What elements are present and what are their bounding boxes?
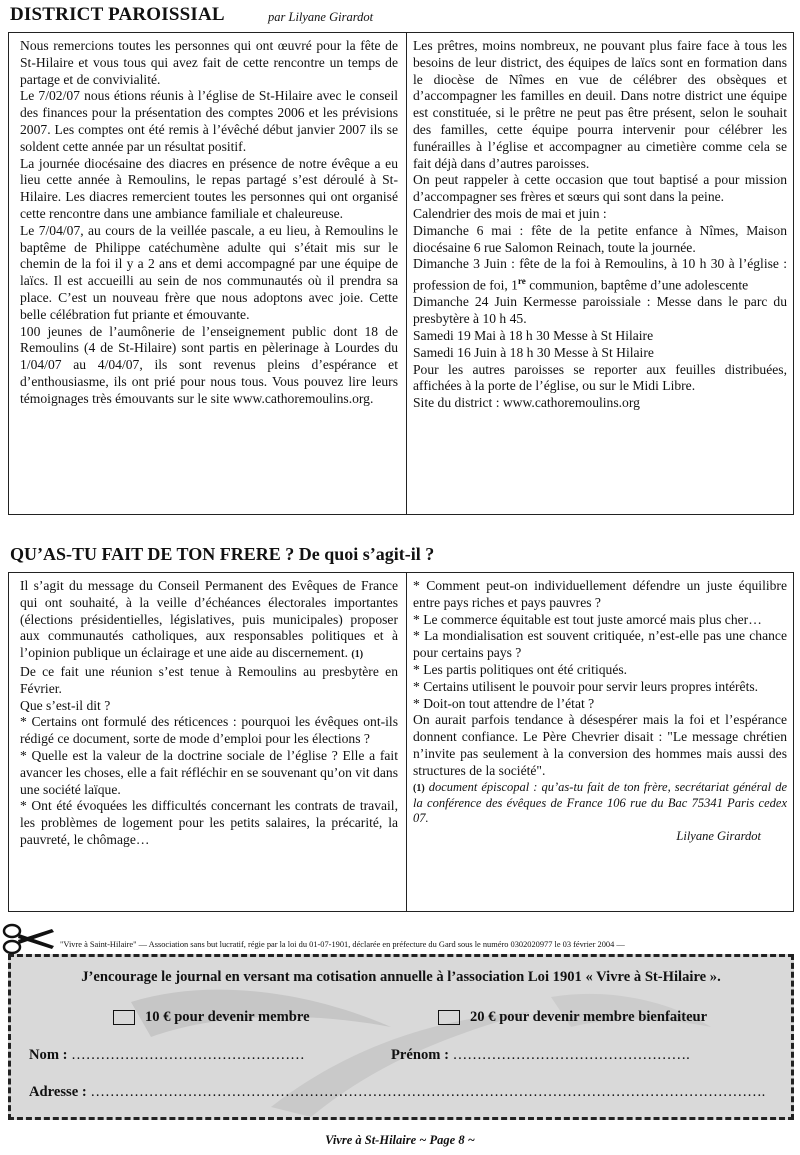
calendar-event: Dimanche 6 mai : fête de la petite enfance à Nîmes, Maison diocésaine 6 rue Salomon Reinach, toute la journée. [413, 222, 787, 255]
section-title-frere: QU’AS-TU FAIT DE TON FRERE ? De quoi s’agit-il ? [10, 544, 435, 564]
footnote: (1) document épiscopal : qu’as-tu fait de ton frère, secrétariat général de la conférence des évêques de France 106 rue du Bac 75341 Paris cedex 07. [413, 779, 787, 825]
checkbox-benefactor[interactable] [438, 1010, 460, 1025]
adresse-dots: …………………………………………………………………………………………………………………………. [90, 1084, 766, 1100]
list-item: * Doit-on tout attendre de l’état ? [413, 695, 595, 711]
paragraph: Pour les autres paroisses se reporter aux feuilles distribuées, affichées à la porte de l’église, ou sur le Midi Libre. [413, 361, 787, 394]
paragraph: Le 7/02/07 nous étions réunis à l’église de St-Hilaire avec le conseil des finances pour la présentation des comptes 2006 et les prévisions 2007. Les comptes ont été remis à l’évêché début janvier 2007 ils se soldent cette année par un résultat positif. [20, 88, 398, 154]
district-left-column [20, 38, 398, 408]
signature: Lilyane Girardot [676, 828, 761, 843]
adresse-field[interactable] [29, 1084, 765, 1101]
page-footer: Vivre à St-Hilaire ~ Page 8 ~ [325, 1133, 475, 1147]
prenom-field[interactable] [391, 1047, 690, 1064]
association-notice: "Vivre à Saint-Hilaire" — Association sans but lucratif, régie par la loi du 01-07-1901, déclarée en préfecture du Gard sous le numéro 0302020977 le 03 février 2004 — [60, 940, 625, 949]
paragraph: Que s’est-il dit ? [20, 697, 111, 713]
frere-right-column [413, 578, 787, 844]
list-item: * La mondialisation est souvent critiquée, n’est-elle pas une chance pour certains pays ? [413, 628, 787, 661]
paragraph: On aurait parfois tendance à désespérer mais la foi et l’espérance donnent confiance. Le Père Chevrier disait : "Le message chrétien n’invite pas seulement à la conversion des hommes mais aussi des structures de la société". [413, 712, 787, 778]
column-divider [406, 573, 407, 911]
paragraph: De ce fait une réunion s’est tenue à Remoulins au presbytère en Février. [20, 663, 398, 696]
frere-left-column [20, 578, 398, 849]
list-item: * Certains ont formulé des réticences : pourquoi les évêques ont-ils rédigé ce document, sorte de mode d’emploi pour les élections ? [20, 714, 398, 747]
paragraph: Le 7/04/07, au cours de la veillée pascale, a eu lieu, à Remoulins le baptême de Philippe catéchumène adulte qui s’était mis sur le chemin de la foi il y a 2 ans et demi accompagné par une équipe de laïcs. Il est accueilli au sein de nos communautés où il prendra sa place. C’est un nouveau frère que nous adoptons avec joie. Cette belle célébration fut priante et émouvante. [20, 222, 398, 322]
calendar-event: Samedi 16 Juin à 18 h 30 Messe à St Hilaire [413, 344, 654, 360]
option-benefactor[interactable] [438, 1009, 707, 1026]
list-item: * Le commerce équitable est tout juste amorcé mais plus cher… [413, 611, 762, 627]
list-item: * Comment peut-on individuellement défendre un juste équilibre entre pays riches et pays pauvres ? [413, 578, 787, 610]
option-benefactor-label: 20 € pour devenir membre bienfaiteur [470, 1009, 708, 1025]
frere-article-box [8, 572, 794, 912]
district-right-column [413, 38, 787, 412]
calendar-event: Samedi 19 Mai à 18 h 30 Messe à St Hilaire [413, 328, 654, 344]
option-member-label: 10 € pour devenir membre [145, 1009, 310, 1025]
column-divider [406, 33, 407, 514]
option-member[interactable] [113, 1009, 310, 1026]
prenom-label: Prénom : [391, 1047, 449, 1063]
list-item: * Certains utilisent le pouvoir pour servir leurs propres intérêts. [413, 678, 759, 694]
paragraph: Les prêtres, moins nombreux, ne pouvant plus faire face à tous les besoins de leur district, des équipes de laïcs sont en formation dans le diocèse de Nîmes en vue de célébrer des obsèques et d’accompagner les familles en deuil. Dans notre district une équipe est constituée, si le prêtre ne peut pas être présent, selon le souhait des familles, cette équipe pourra intervenir pour célébrer les funérailles à l’église et accompagner au cimetière comme cela se fait déjà dans d’autres paroisses. [413, 38, 787, 171]
footnote-ref: (1) [351, 649, 364, 661]
list-item: * Quelle est la valeur de la doctrine sociale de l’église ? Elle a fait avancer les choses, elle a fait réfléchir en se souvenant qu’on vit dans une société laïque. [20, 747, 398, 797]
calendar-event: Dimanche 3 Juin : fête de la foi à Remoulins, à 10 h 30 à l’église : profession de foi, 1re communion, baptême d’une adolescente [413, 256, 787, 293]
nom-label: Nom : [29, 1047, 68, 1063]
prenom-dots: …………………………………………. [452, 1047, 690, 1063]
byline: par Lilyane Girardot [268, 10, 374, 24]
coupon-heading: J’encourage le journal en versant ma cotisation annuelle à l’association Loi 1901 « Vivre à St-Hilaire ». [81, 969, 721, 985]
calendar-heading: Calendrier des mois de mai et juin : [413, 205, 607, 221]
nom-dots: ………………………………………… [71, 1047, 305, 1063]
paragraph: La journée diocésaine des diacres en présence de notre évêque a eu lieu cette année à Remoulins, le repas partagé s’est déroulé à St-Hilaire. Les diacres remercient toutes les personnes qui ont organisé cette rencontre dans une ambiance familiale et chaleureuse. [20, 155, 398, 221]
adresse-label: Adresse : [29, 1084, 87, 1100]
paragraph: On peut rappeler à cette occasion que tout baptisé a pour mission d’accompagner ses frères et sœurs qui sont dans la peine. [413, 172, 787, 205]
nom-field[interactable] [29, 1047, 305, 1064]
list-item: * Les partis politiques ont été critiqués. [413, 661, 628, 677]
district-article-box [8, 32, 794, 515]
paragraph: Il s’agit du message du Conseil Permanent des Evêques de France qui ont souhaité, à la veille d’échéances électorales importantes (élections présidentielles, législatives, puis municipales) proposer aux communautés catholiques, aux responsables politiques et à l’opinion publique un éclairage et une aide au discernement. (1) [20, 578, 398, 661]
calendar-event: Dimanche 24 Juin Kermesse paroissiale : Messe dans le parc du presbytère à 10 h 45. [413, 294, 787, 327]
list-item: * Ont été évoquées les difficultés concernant les contrats de travail, les problèmes de logement pour les petits salaires, la précarité, la pauvreté, le chômage… [20, 798, 398, 847]
section-title-district: DISTRICT PAROISSIAL [10, 4, 225, 25]
district-website: Site du district : www.cathoremoulins.org [413, 395, 640, 411]
paragraph: Nous remercions toutes les personnes qui ont œuvré pour la fête de St-Hilaire et vous tous qui avez fait de cette rencontre un temps de partage et de convivialité. [20, 38, 398, 87]
checkbox-member[interactable] [113, 1010, 135, 1025]
paragraph: 100 jeunes de l’aumônerie de l’enseignement public dont 18 de Remoulins (4 de St-Hilaire) sont partis en pèlerinage à Lourdes du 1/04/07 au 4/04/07, ils sont revenus pleins d’espérance et d’enthousiasme, ils ont prié pour nous tous. Vous pouvez lire leurs témoignages très émouvants sur le site www.cathoremoulins.org. [20, 323, 398, 406]
membership-coupon [8, 954, 794, 1120]
